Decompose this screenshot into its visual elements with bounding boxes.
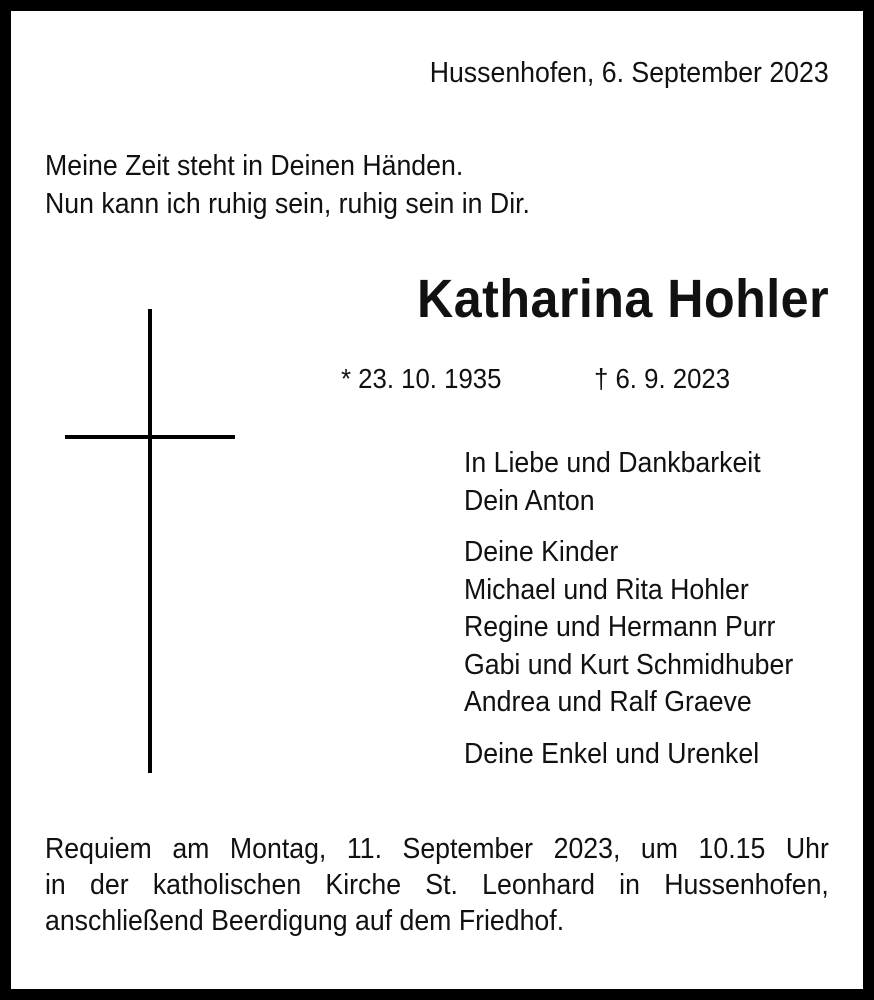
place-and-date: Hussenhofen, 6. September 2023 — [430, 57, 829, 89]
cross-vertical-bar — [148, 309, 152, 773]
service-line: anschließend Beerdigung auf dem Friedhof. — [45, 905, 565, 937]
cross-horizontal-bar — [65, 435, 235, 439]
mourner-group-grandchildren — [464, 736, 793, 774]
mourner-line: Dein Anton — [464, 484, 595, 517]
service-line: in der katholischen Kirche St. Leonhard in Hussenhofen, — [45, 869, 829, 901]
mourner-group-children — [464, 534, 793, 722]
mourner-line: Michael und Rita Hohler — [464, 573, 749, 606]
mourner-line: Gabi und Kurt Schmidhuber — [464, 648, 794, 681]
verse-line: Meine Zeit steht in Deinen Händen. — [45, 150, 464, 182]
mourners-list — [464, 445, 793, 787]
deceased-name: Katharina Hohler — [416, 269, 829, 329]
mourner-line: Deine Enkel und Urenkel — [464, 737, 760, 770]
birth-date: * 23. 10. 1935 — [341, 363, 502, 394]
death-date: † 6. 9. 2023 — [594, 363, 731, 394]
service-line: Requiem am Montag, 11. September 2023, um 10.15 Uhr — [45, 833, 829, 865]
verse-line: Nun kann ich ruhig sein, ruhig sein in Dir. — [45, 188, 530, 220]
mourner-line: Deine Kinder — [464, 536, 619, 568]
verse — [45, 147, 530, 223]
mourner-line: In Liebe und Dankbarkeit — [464, 447, 761, 479]
mourner-line: Regine und Hermann Purr — [464, 611, 776, 643]
mourner-group-partner — [464, 445, 793, 520]
funeral-service-info — [45, 831, 829, 939]
mourner-line: Andrea und Ralf Graeve — [464, 686, 752, 718]
